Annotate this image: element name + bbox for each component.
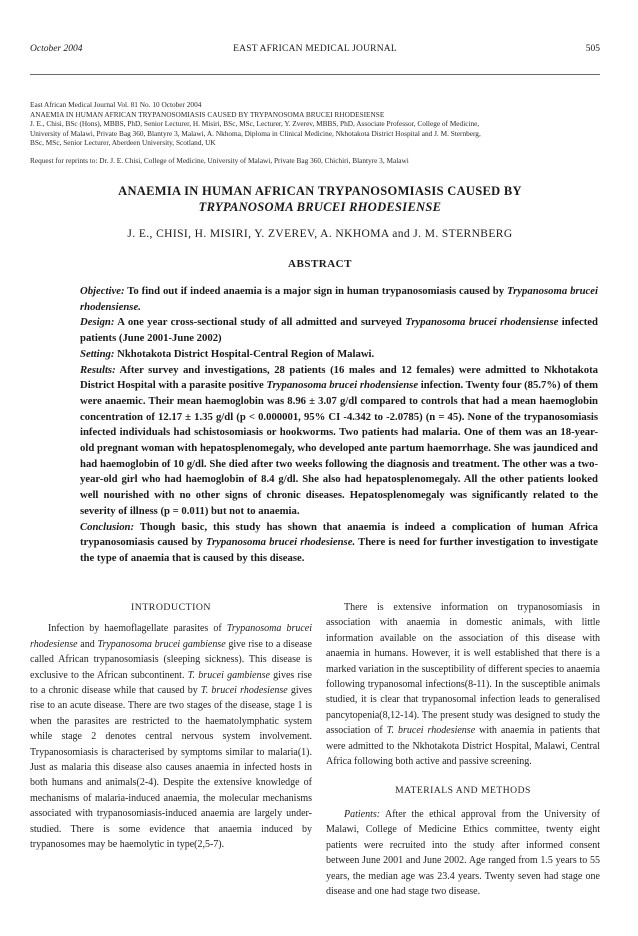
abstract-conclusion: Conclusion: Though basic, this study has shown that anaemia is indeed a complication of human Africa trypanosomiasis caused by Trypanosoma brucei rhodesiense. There is need for further investigation to investigate the type of anaemia that is caused by this disease. (80, 520, 598, 564)
abstract-results: Results: After survey and investigations, 28 patients (16 males and 12 females) were admitted to Nkhotakota District Hospital with a parasite positive Trypanosoma brucei rhodensiense infection. Twenty four (85.7%) of them were anaemic. Their mean haemoglobin was 8.96 ± 3.07 g/dl compared to controls that had a mean haemoglobin concentration of 12.17 ± 1.35 g/dl (p < 0.000001, 95% CI -4.342 to -2.0785) (n = 45). None of the trypanosomiasis infected individuals had schistosomiasis or hookworms. Two patients had malaria. One of them was an 18-year-old pregnant woman with hepatosplenomegaly, who developed ante partum haemorrhage. She was jaundiced and had haemoglobin of 10 g/dl. She died after two weeks following the diagnosis and treatment. The other was a two-year-old girl who had haemoglobin of 8.4 g/dl. She also had hepatosplenomegaly. All the other patients looked well nourished with no other signs of chronic diseases. Hepatosplenomegaly was significantly related to the severity of illness (p = 0.011) but not to anaemia. (80, 363, 598, 517)
article-metadata (30, 100, 600, 166)
reprints-line: Request for reprints to: Dr. J. E. Chisi, College of Medicine, University of Malawi, Private Bag 360, Chichiri, Blantyre 3, Malawi (30, 155, 409, 165)
abstract-body (80, 284, 598, 567)
right-column (326, 600, 600, 899)
title-line-2: TRYPANOSOMA BRUCEI RHODESIENSE (198, 200, 442, 214)
issue-date: October 2004 (30, 44, 83, 54)
methods-heading: MATERIALS AND METHODS (395, 785, 531, 797)
page-number: 505 (585, 44, 600, 54)
introduction-paragraph: Infection by haemoflagellate parasites of Trypanosoma brucei rhodesiense and Trypanosoma brucei gambiense give rise to a disease called African trypanosomiasis (sleeping sickness). This disease is exclusive to the African subcontinent. T. brucei gambiense gives rise to a chronic disease while that caused by T. brucei rhodesiense gives rise to an acute disease. There are two stages of the disease, stage 1 is when the parasites are restricted to the haematolymphatic system while stage 2 denotes central nervous system involvement. Trypanosomiasis is characterised by symptoms similar to malaria(1). Just as malaria this disease also causes anaemia in infected hosts in both humans and animals(2-4). Despite the extensive knowledge of mechanisms of malaria-induced anaemia, the molecular mechanisms associated with trypanosomiasis-induced anaemia are largely under-studied. There is some evidence that anaemia induced by trypanosomes may be haemolytic in type(2,5-7). (30, 623, 313, 851)
design-label: Design: (80, 316, 115, 329)
header-rule (30, 74, 600, 75)
title-line-1: ANAEMIA IN HUMAN AFRICAN TRYPANOSOMIASIS CAUSED BY (118, 184, 522, 198)
patients-label: Patients: (344, 808, 381, 820)
short-title-line: ANAEMIA IN HUMAN AFRICAN TRYPANOSOMIASIS CAUSED BY TRYPANOSOMA BRUCEI RHODESIENSE (30, 109, 385, 119)
introduction-paragraph-2: There is extensive information on trypanosomiasis in association with anaemia in domestic animals, with little information available on the association of this disease with anaemia in humans. However, it is well established that there is a marked variation in the susceptibility of different species to anaemia following trypanosomal infections(8-11). In the susceptible animals studied, it is clear that trypanosomal infection leads to generalised pancytopenia(8,12-14). The present study was designed to study the association of T. brucei rhodesiense with anaemia in patients that were admitted to the Nkhotakota District Hospital, Malawi, Central Africa following both active and passive screening. (326, 602, 600, 768)
citation-line: East African Medical Journal Vol. 81 No. 10 October 2004 (30, 100, 202, 109)
abstract-setting: Setting: Nkhotakota District Hospital-Central Region of Malawi. (80, 347, 375, 360)
left-column (30, 600, 312, 853)
objective-label: Objective: (80, 285, 125, 297)
introduction-heading: INTRODUCTION (130, 602, 211, 613)
patients-paragraph: Patients: After the ethical approval from the University of Malawi, College of Medicine Ethics committee, twenty eight patients were recruited into the study after informed consent between June 2001 and June 2002. Age ranged from 1.5 years to 55 years, the median age was 23.4 years. Twenty seven had stage one disease and one had stage two disease. (326, 808, 600, 897)
affiliation-line: J. E., Chisi, BSc (Hons), MBBS, PhD, Senior Lecturer, H. Misiri, BSc, MSc, Lecturer, Y. Zverev, MBBS, PhD, Associate Professor, College of Medicine, (30, 119, 480, 129)
running-header (30, 44, 600, 58)
conclusion-label: Conclusion: (80, 520, 135, 533)
abstract-heading: ABSTRACT (288, 258, 352, 270)
affiliation-line: BSc, MSc, Senior Lecturer, Aberdeen University, Scotland, UK (30, 138, 216, 148)
author-list: J. E., CHISI, H. MISIRI, Y. ZVEREV, A. NKHOMA and J. M. STERNBERG (127, 228, 513, 240)
article-title (40, 183, 600, 215)
journal-name: EAST AFRICAN MEDICAL JOURNAL (233, 44, 397, 54)
abstract-objective: Objective: To find out if indeed anaemia is a major sign in human trypanosomiasis caused by Trypanosoma brucei rhodensiense. (80, 285, 598, 313)
results-label: Results: (80, 363, 116, 376)
abstract-design: Design: A one year cross-sectional study of all admitted and surveyed Trypanosoma brucei rhodensiense infected patients (June 2001-June 2002) (80, 316, 598, 345)
affiliation-line: University of Malawi, Private Bag 360, Blantyre 3, Malawi, A. Nkhoma, Diploma in Clinical Medicine, Nkhotakota District Hospital and J. M. Sternberg, (30, 128, 481, 138)
setting-label: Setting: (80, 347, 115, 360)
